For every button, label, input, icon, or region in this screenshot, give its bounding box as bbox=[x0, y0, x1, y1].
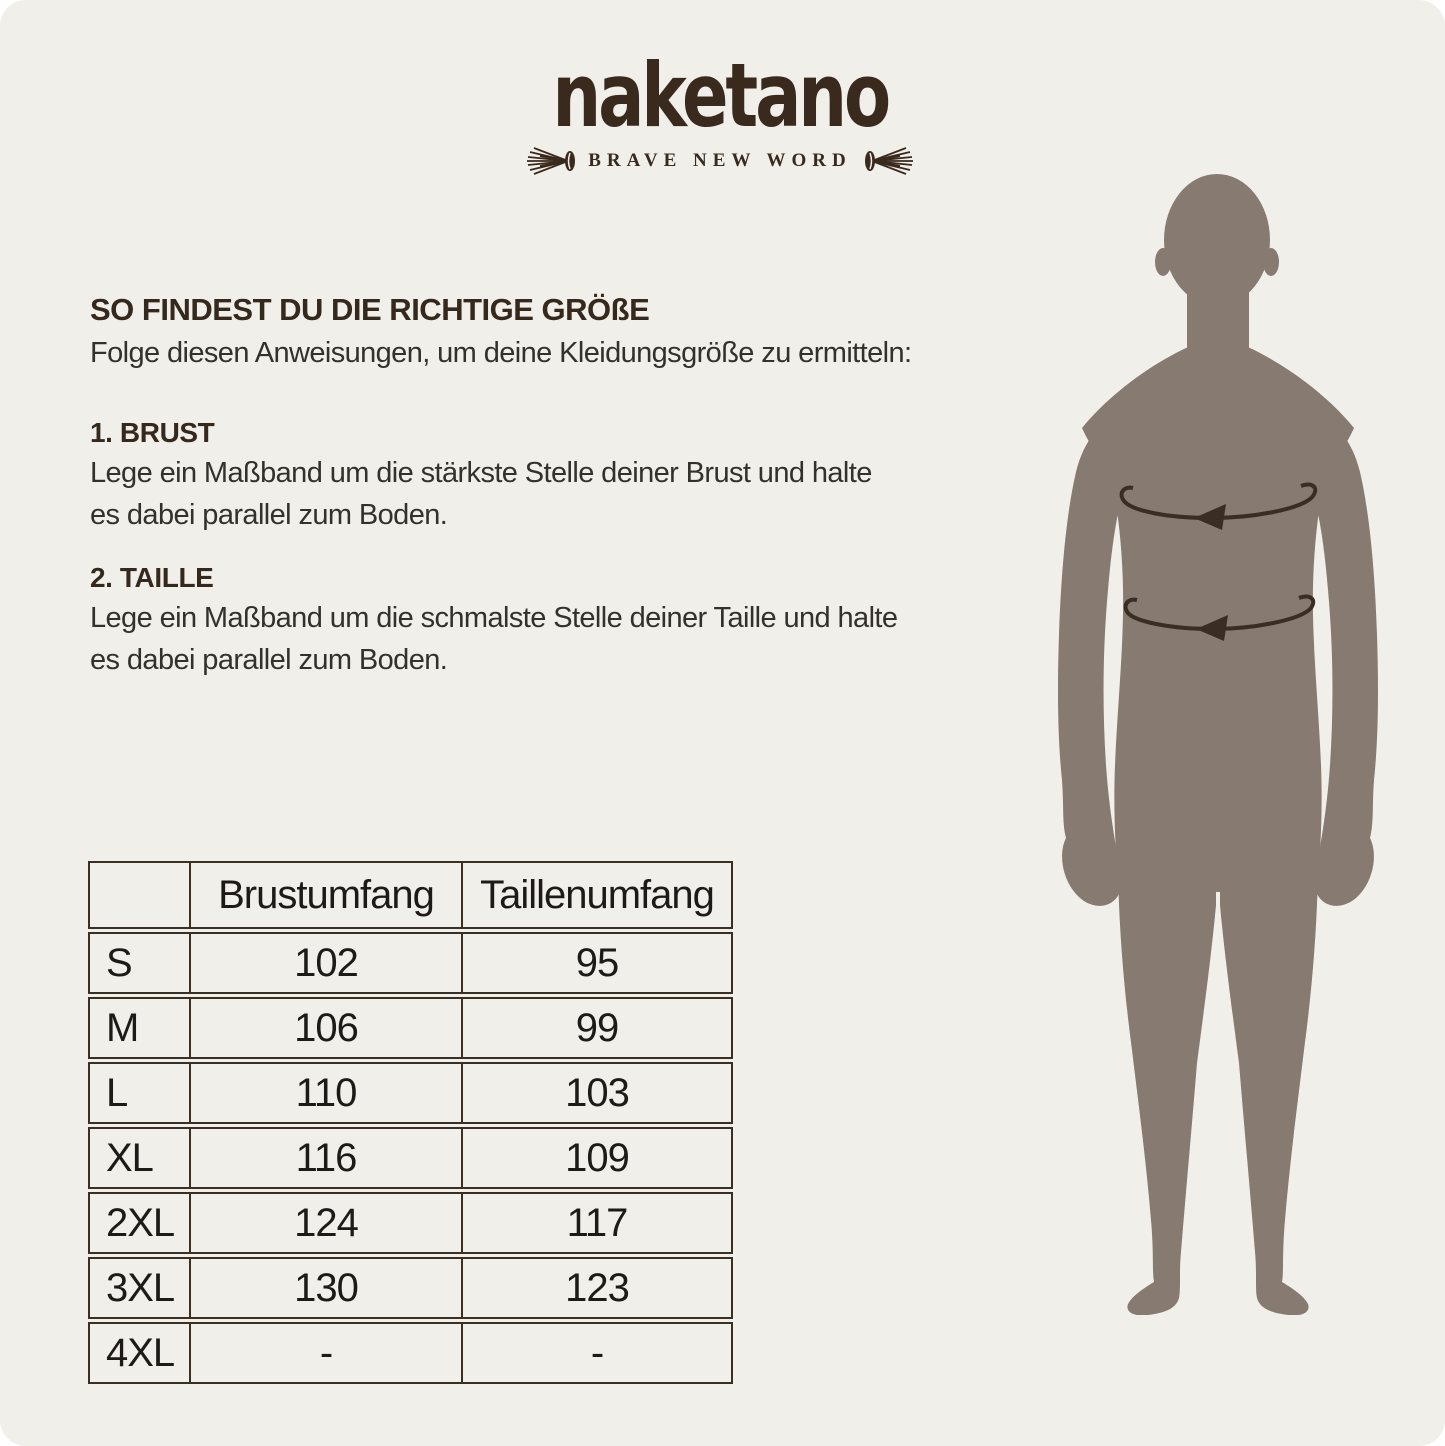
chest-value: 110 bbox=[189, 1062, 461, 1124]
waist-value: 109 bbox=[461, 1127, 733, 1189]
size-label: L bbox=[88, 1062, 189, 1124]
chest-value: 124 bbox=[189, 1192, 461, 1254]
chest-value: 106 bbox=[189, 997, 461, 1059]
chest-value: 102 bbox=[189, 932, 461, 994]
size-label: 2XL bbox=[88, 1192, 189, 1254]
waist-value: 123 bbox=[461, 1257, 733, 1319]
header-waist: Taillenumfang bbox=[461, 861, 733, 929]
table-row bbox=[88, 1257, 733, 1319]
table-row bbox=[88, 932, 733, 994]
male-body-silhouette-icon bbox=[1048, 170, 1388, 1315]
size-table bbox=[88, 858, 733, 1387]
size-label: XL bbox=[88, 1127, 189, 1189]
brand-tagline: BRAVE NEW WORD bbox=[588, 150, 852, 171]
step2-line2: es dabei parallel zum Boden. bbox=[90, 644, 448, 676]
wing-ornament-left-icon bbox=[526, 144, 578, 178]
table-row bbox=[88, 1062, 733, 1124]
table-row bbox=[88, 997, 733, 1059]
waist-value: 99 bbox=[461, 997, 733, 1059]
waist-value: 103 bbox=[461, 1062, 733, 1124]
step1-line2: es dabei parallel zum Boden. bbox=[90, 499, 448, 531]
waist-value: 117 bbox=[461, 1192, 733, 1254]
header-chest: Brustumfang bbox=[189, 861, 461, 929]
size-label: M bbox=[88, 997, 189, 1059]
waist-value: - bbox=[461, 1322, 733, 1384]
step1-line1: Lege ein Maßband um die stärkste Stelle deiner Brust und halte bbox=[90, 457, 872, 489]
size-label: 4XL bbox=[88, 1322, 189, 1384]
brand-tagline-row bbox=[420, 144, 1020, 178]
size-label: 3XL bbox=[88, 1257, 189, 1319]
header-size bbox=[88, 861, 189, 929]
table-row bbox=[88, 1322, 733, 1384]
brand-header bbox=[420, 44, 1020, 178]
chest-value: 116 bbox=[189, 1127, 461, 1189]
step2-heading: 2. TAILLE bbox=[90, 562, 214, 593]
wing-ornament-right-icon bbox=[862, 144, 914, 178]
step2-text bbox=[90, 597, 897, 681]
step2-line1: Lege ein Maßband um die schmalste Stelle deiner Taille und halte bbox=[90, 602, 898, 634]
brand-logo-text: naketano bbox=[552, 44, 888, 147]
page-title: SO FINDEST DU DIE RICHTIGE GRÖßE bbox=[90, 292, 650, 327]
table-header-row bbox=[88, 861, 733, 929]
chest-value: - bbox=[189, 1322, 461, 1384]
step1-heading: 1. BRUST bbox=[90, 417, 215, 448]
brand-logo bbox=[420, 44, 1020, 147]
table-row bbox=[88, 1192, 733, 1254]
table-row bbox=[88, 1127, 733, 1189]
chest-value: 130 bbox=[189, 1257, 461, 1319]
intro-text: Folge diesen Anweisungen, um deine Kleidungsgröße zu ermitteln: bbox=[90, 337, 912, 369]
size-label: S bbox=[88, 932, 189, 994]
waist-value: 95 bbox=[461, 932, 733, 994]
body-silhouette-figure bbox=[1048, 170, 1388, 1315]
step1-text bbox=[90, 452, 872, 536]
